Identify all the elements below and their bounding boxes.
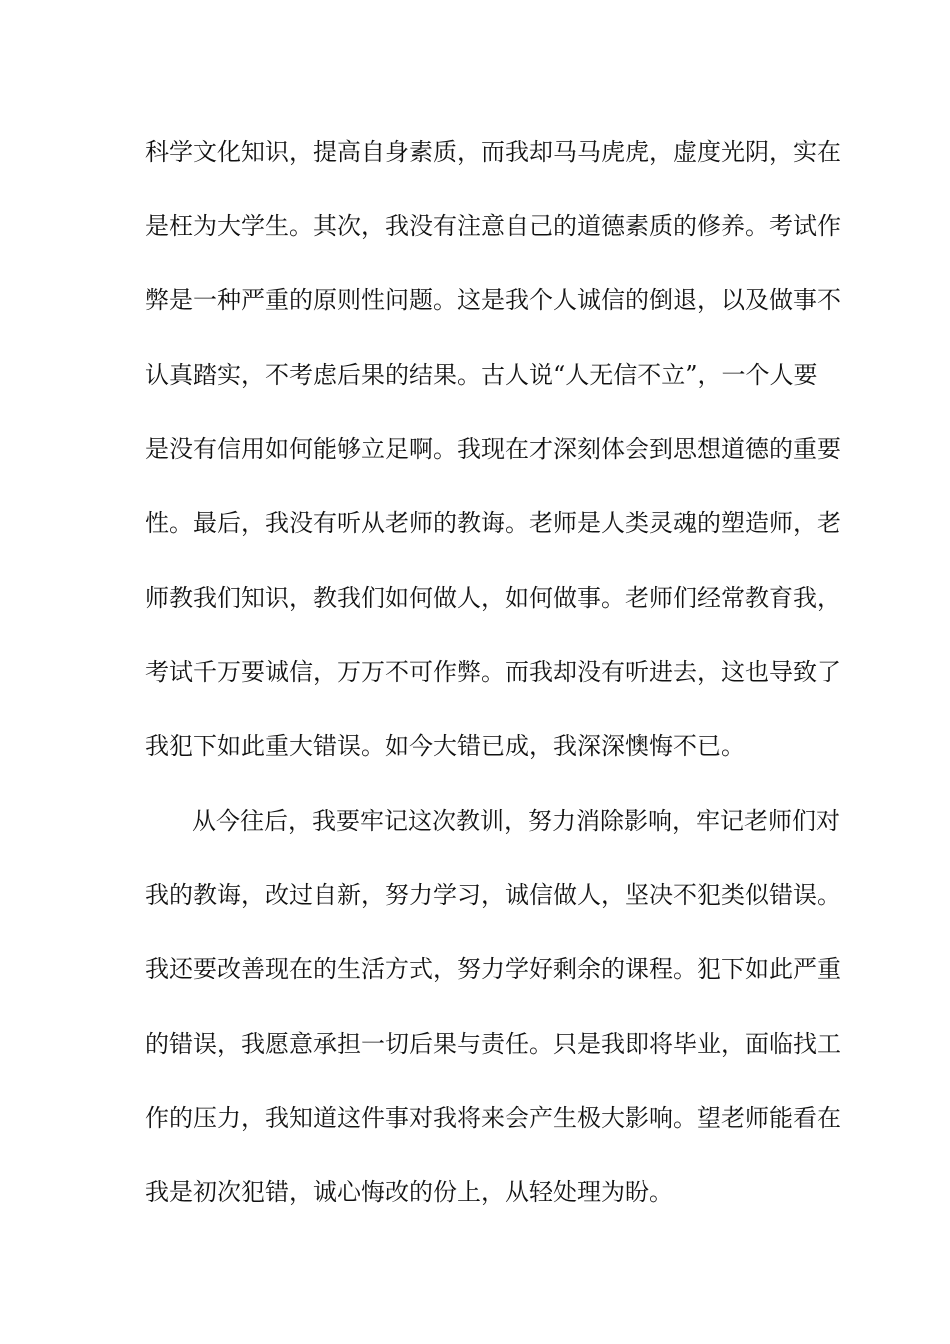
text-line: 科学文化知识，提高自身素质，而我却马马虎虎，虚度光阴，实在 [145, 138, 841, 166]
text-line: 我犯下如此重大错误。如今大错已成，我深深懊悔不已。 [145, 732, 745, 760]
text-line: 认真踏实，不考虑后果的结果。古人说“人无信不立”，一个人要 [145, 361, 818, 389]
text-line: 的错误，我愿意承担一切后果与责任。只是我即将毕业，面临找工 [145, 1030, 841, 1058]
text-line: 考试千万要诚信，万万不可作弊。而我却没有听进去，这也导致了 [145, 658, 841, 686]
paragraph-first-line: 从今往后，我要牢记这次教训，努力消除影响，牢记老师们对 [192, 807, 840, 835]
text-line: 是没有信用如何能够立足啊。我现在才深刻体会到思想道德的重要 [145, 435, 841, 463]
text-line: 作的压力，我知道这件事对我将来会产生极大影响。望老师能看在 [145, 1104, 841, 1132]
text-line: 弊是一种严重的原则性问题。这是我个人诚信的倒退，以及做事不 [145, 286, 841, 314]
text-line: 是枉为大学生。其次，我没有注意自己的道德素质的修养。考试作 [145, 212, 841, 240]
text-line: 我还要改善现在的生活方式，努力学好剩余的课程。犯下如此严重 [145, 955, 841, 983]
text-line: 师教我们知识，教我们如何做人，如何做事。老师们经常教育我， [145, 584, 841, 612]
text-line: 我是初次犯错，诚心悔改的份上，从轻处理为盼。 [145, 1178, 673, 1206]
text-line: 我的教诲，改过自新，努力学习，诚信做人，坚决不犯类似错误。 [145, 881, 841, 909]
text-line: 性。最后，我没有听从老师的教诲。老师是人类灵魂的塑造师，老 [145, 509, 841, 537]
